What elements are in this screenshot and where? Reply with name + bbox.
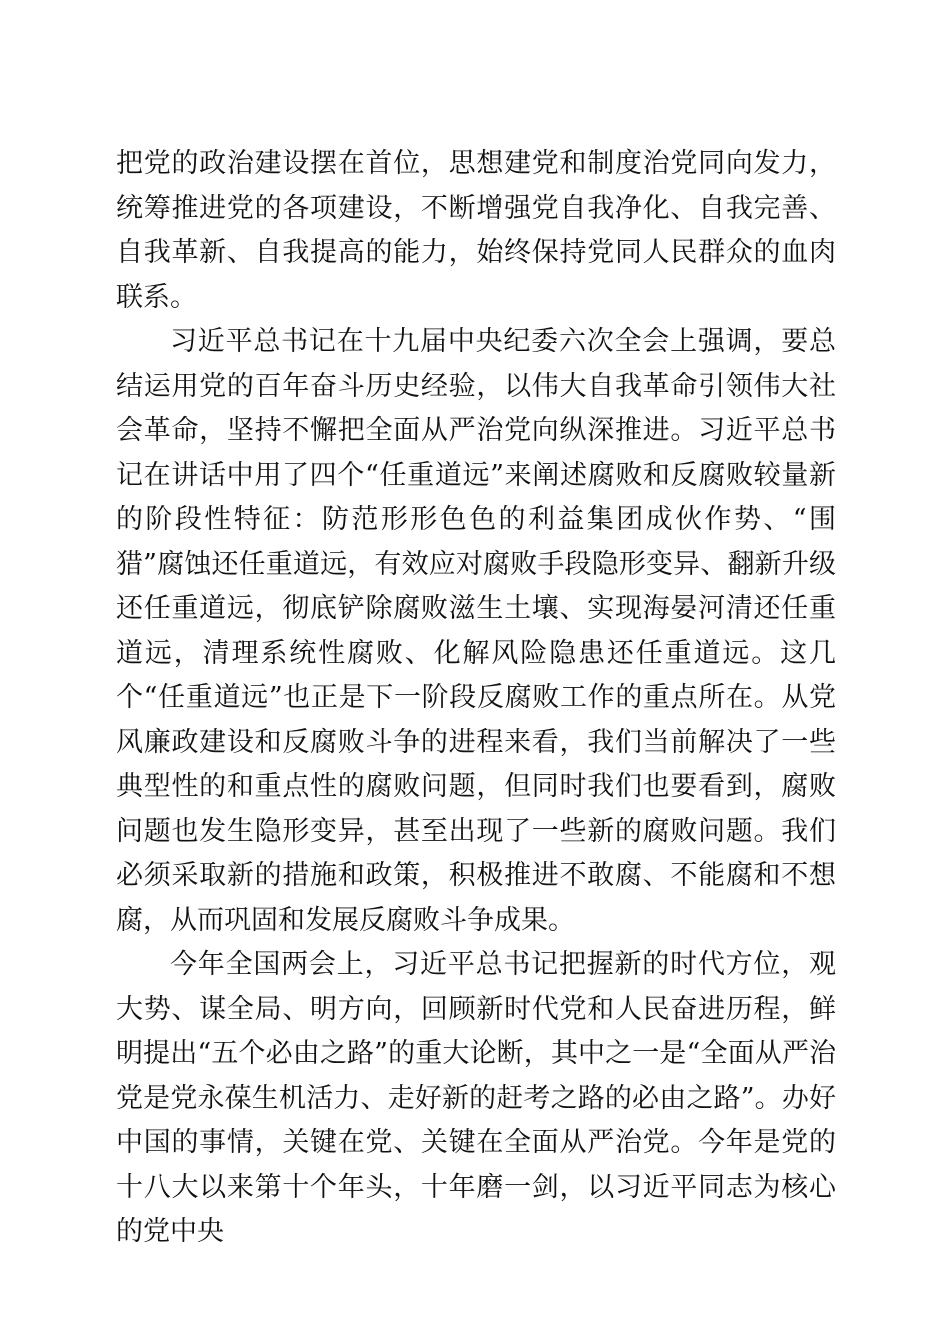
paragraph-1: 把党的政治建设摆在首位，思想建党和制度治党同向发力，统筹推进党的各项建设，不断增强党自我净化、自我完善、自我革新、自我提高的能力，始终保持党同人民群众的血肉联系。 [116,148,836,313]
paragraph-2: 习近平总书记在十九届中央纪委六次全会上强调，要总结运用党的百年奋斗历史经验，以伟大自我革命引领伟大社会革命，坚持不懈把全面从严治党向纵深推进。习近平总书记在讲话中用了四个“任重道远”来阐述腐败和反腐败较量新的阶段性特征：防范形形色色的利益集团成伙作势、“围猎”腐蚀还任重道远，有效应对腐败手段隐形变异、翻新升级还任重道远，彻底铲除腐败滋生土壤、实现海晏河清还任重道远，清理系统性腐败、化解风险隐患还任重道远。这几个“任重道远”也正是下一阶段反腐败工作的重点所在。从党风廉政建设和反腐败斗争的进程来看，我们当前解决了一些典型性的和重点性的腐败问题，但同时我们也要看到，腐败问题也发生隐形变异，甚至出现了一些新的腐败问题。我们必须采取新的措施和政策，积极推进不敢腐、不能腐和不想腐，从而巩固和发展反腐败斗争成果。 [116,326,836,936]
paragraph-3: 今年全国两会上，习近平总书记把握新的时代方位，观大势、谋全局、明方向，回顾新时代党和人民奋进历程，鲜明提出“五个必由之路”的重大论断，其中之一是“全面从严治党是党永葆生机活力、走好新的赶考之路的必由之路”。办好中国的事情，关键在党、关键在全面从严治党。今年是党的十八大以来第十个年头，十年磨一剑，以习近平同志为核心的党中央 [116,949,836,1247]
document-body [116,142,836,1255]
